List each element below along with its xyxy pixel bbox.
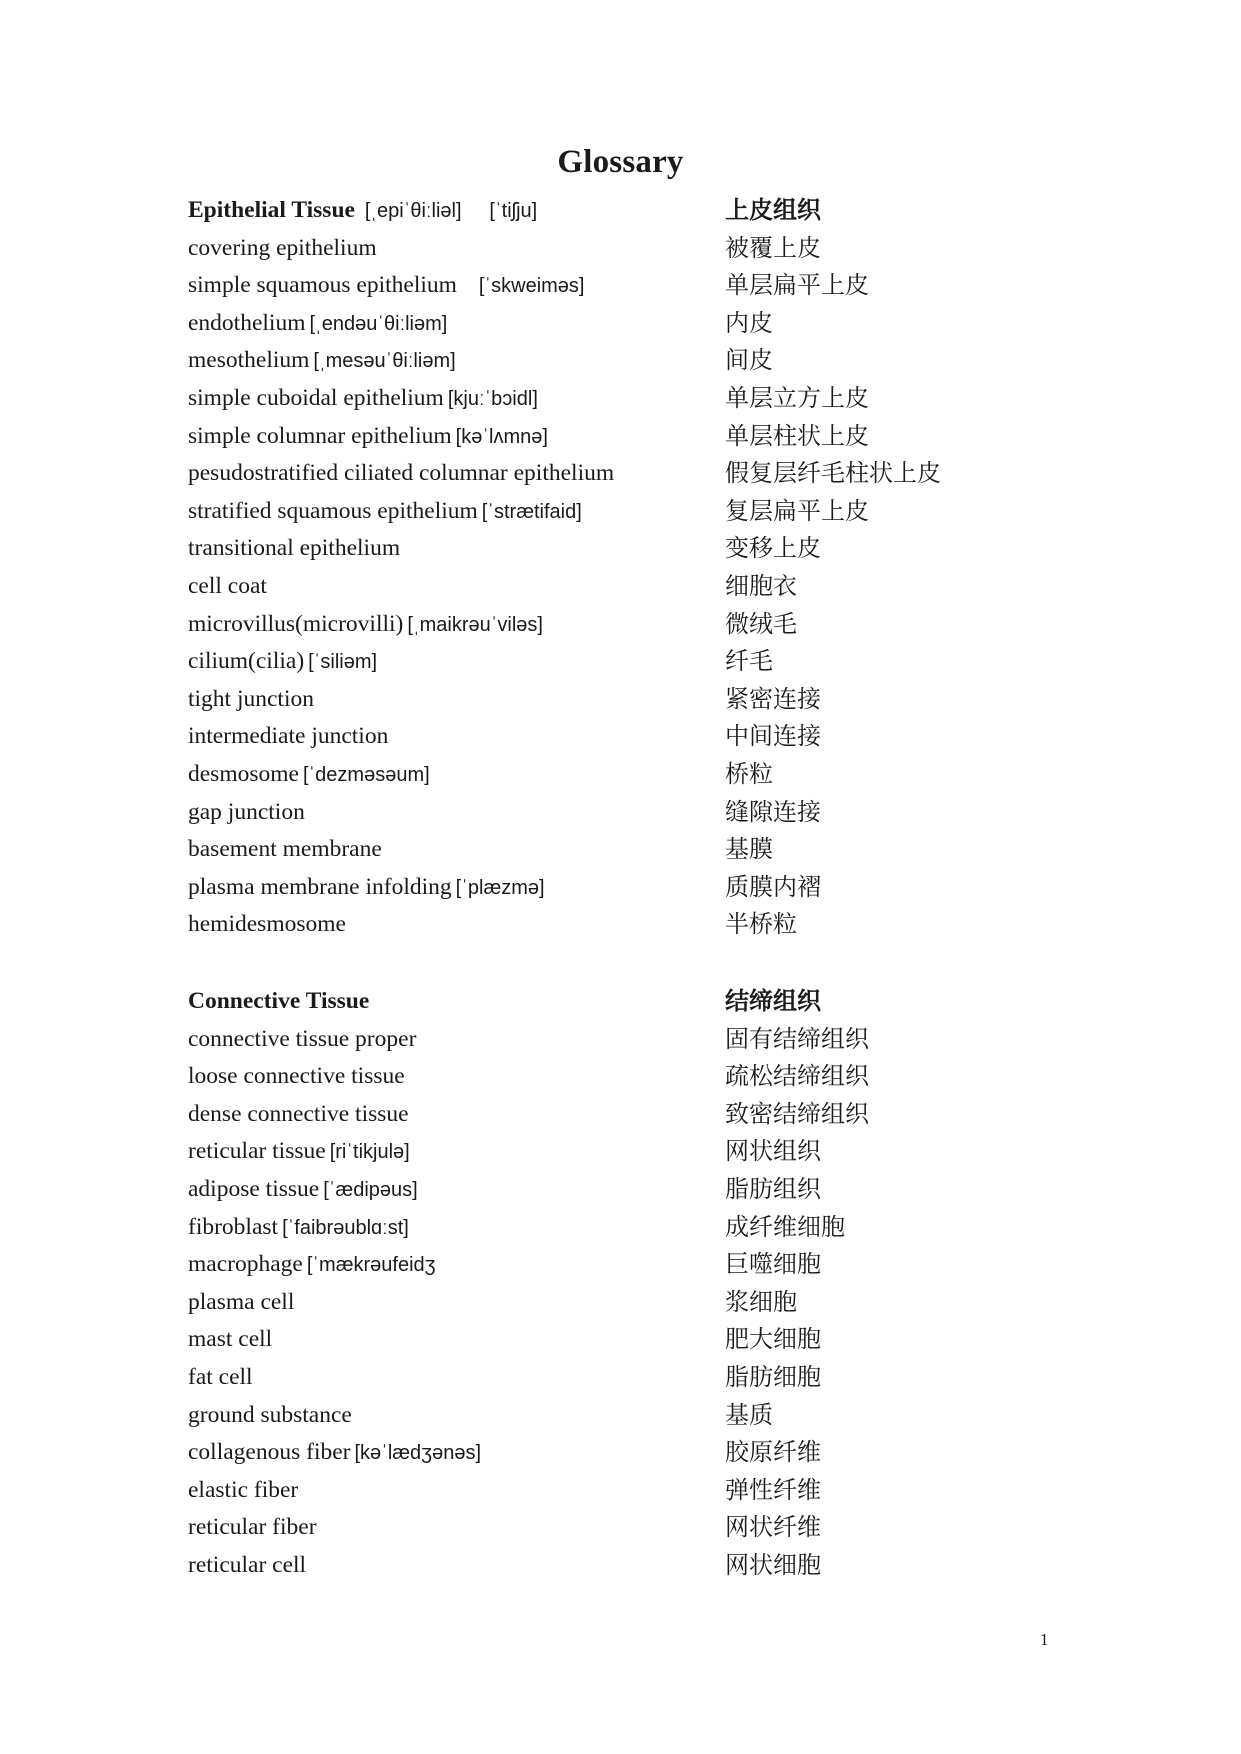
entry-chinese: 疏松结缔组织 bbox=[725, 1062, 869, 1091]
glossary-entry bbox=[188, 1211, 1088, 1249]
entry-english bbox=[188, 1286, 294, 1318]
entry-pronunciation: [kəˈlædʒənəs] bbox=[354, 1442, 481, 1465]
entry-pronunciation: [kəˈlʌmnə] bbox=[455, 425, 548, 448]
entry-term: intermediate junction bbox=[188, 723, 389, 750]
entry-term: mast cell bbox=[188, 1326, 273, 1353]
heading-english bbox=[188, 194, 537, 227]
glossary-entry bbox=[188, 796, 1088, 834]
heading-pronunciation: [ˌepiˈθiːliəl] bbox=[364, 200, 462, 222]
entry-term: desmosome bbox=[188, 760, 299, 787]
glossary-entry bbox=[188, 495, 1088, 533]
entry-chinese: 脂肪细胞 bbox=[725, 1362, 821, 1391]
entry-term: simple columnar epithelium bbox=[188, 422, 452, 449]
glossary-entry bbox=[188, 1023, 1088, 1061]
entry-term: simple squamous epithelium bbox=[188, 272, 457, 299]
entry-pronunciation: [ˈskweiməs] bbox=[478, 275, 585, 298]
section-epithelial-tissue bbox=[188, 194, 1088, 946]
entry-chinese: 假复层纤毛柱状上皮 bbox=[725, 459, 941, 488]
page-title: Glossary bbox=[557, 144, 684, 180]
entry-term: simple cuboidal epithelium bbox=[188, 384, 444, 411]
entry-english bbox=[188, 1098, 409, 1130]
glossary-entry bbox=[188, 1399, 1088, 1437]
entry-chinese: 基膜 bbox=[725, 835, 773, 864]
entry-chinese: 紧密连接 bbox=[725, 684, 821, 713]
entry-english bbox=[188, 457, 614, 489]
glossary-entry bbox=[188, 420, 1088, 458]
glossary-entry bbox=[188, 683, 1088, 721]
entry-term: microvillus(microvilli) bbox=[188, 610, 404, 637]
entry-english bbox=[188, 420, 548, 453]
entry-pronunciation: [kjuːˈbɔidl] bbox=[447, 387, 538, 410]
entry-term: cell coat bbox=[188, 572, 267, 599]
entry-term: macrophage bbox=[188, 1251, 303, 1278]
entry-term: adipose tissue bbox=[188, 1175, 320, 1202]
glossary-entry bbox=[188, 1135, 1088, 1173]
entry-english bbox=[188, 1361, 253, 1393]
entry-english bbox=[188, 683, 314, 715]
entry-chinese: 网状细胞 bbox=[725, 1550, 821, 1579]
heading-english bbox=[188, 985, 369, 1017]
entry-chinese: 桥粒 bbox=[725, 759, 773, 788]
glossary-entry bbox=[188, 1474, 1088, 1512]
glossary-entry bbox=[188, 1549, 1088, 1587]
entry-pronunciation: [ˌmaikrəuˈviləs] bbox=[407, 613, 543, 636]
entry-term: fat cell bbox=[188, 1363, 253, 1390]
entry-pronunciation: [ˈstrætifaid] bbox=[481, 500, 582, 523]
glossary-entry bbox=[188, 833, 1088, 871]
glossary-entry bbox=[188, 269, 1088, 307]
entry-english bbox=[188, 1135, 410, 1168]
heading-chinese: 上皮组织 bbox=[725, 195, 821, 224]
entry-term: covering epithelium bbox=[188, 234, 377, 261]
entry-term: mesothelium bbox=[188, 347, 310, 374]
entry-english bbox=[188, 796, 305, 828]
entry-term: elastic fiber bbox=[188, 1476, 299, 1503]
entry-chinese: 成纤维细胞 bbox=[725, 1212, 845, 1241]
entry-english bbox=[188, 1060, 405, 1092]
entry-english bbox=[188, 608, 543, 641]
glossary-entry bbox=[188, 570, 1088, 608]
entry-chinese: 内皮 bbox=[725, 308, 773, 337]
entry-chinese: 变移上皮 bbox=[725, 534, 821, 563]
entry-pronunciation: [ˈædipəus] bbox=[323, 1178, 418, 1201]
glossary-entry bbox=[188, 871, 1088, 909]
glossary-entry bbox=[188, 382, 1088, 420]
entry-english bbox=[188, 232, 377, 264]
glossary-entry bbox=[188, 720, 1088, 758]
glossary-entry bbox=[188, 1248, 1088, 1286]
entry-term: connective tissue proper bbox=[188, 1025, 417, 1052]
entry-chinese: 致密结缔组织 bbox=[725, 1099, 869, 1128]
entry-chinese: 脂肪组织 bbox=[725, 1174, 821, 1203]
entry-chinese: 单层立方上皮 bbox=[725, 383, 869, 412]
entry-list bbox=[188, 232, 1088, 946]
entry-pronunciation: [ˌmesəuˈθiːliəm] bbox=[313, 350, 456, 373]
entry-term: hemidesmosome bbox=[188, 911, 346, 938]
entry-term: plasma membrane infolding bbox=[188, 873, 452, 900]
glossary-entry bbox=[188, 1060, 1088, 1098]
glossary-entry bbox=[188, 1173, 1088, 1211]
entry-term: reticular fiber bbox=[188, 1514, 317, 1541]
entry-term: dense connective tissue bbox=[188, 1100, 409, 1127]
entry-pronunciation: [riˈtikjulə] bbox=[329, 1141, 410, 1164]
entry-english bbox=[188, 871, 545, 904]
entry-english bbox=[188, 1173, 418, 1206]
entry-chinese: 固有结缔组织 bbox=[725, 1024, 869, 1053]
entry-english bbox=[188, 1248, 436, 1281]
section-heading bbox=[188, 194, 1088, 232]
entry-term: loose connective tissue bbox=[188, 1063, 405, 1090]
entry-english bbox=[188, 1023, 416, 1055]
entry-chinese: 微绒毛 bbox=[725, 609, 797, 638]
entry-term: reticular cell bbox=[188, 1551, 307, 1578]
entry-chinese: 肥大细胞 bbox=[725, 1325, 821, 1354]
glossary-entry bbox=[188, 908, 1088, 946]
entry-chinese: 间皮 bbox=[725, 346, 773, 375]
glossary-entry bbox=[188, 344, 1088, 382]
entry-english bbox=[188, 1511, 317, 1543]
section-heading bbox=[188, 985, 1088, 1023]
entry-chinese: 基质 bbox=[725, 1400, 773, 1429]
entry-term: plasma cell bbox=[188, 1288, 295, 1315]
entry-term: collagenous fiber bbox=[188, 1439, 351, 1466]
heading-chinese: 结缔组织 bbox=[725, 986, 821, 1015]
entry-english bbox=[188, 1474, 298, 1506]
entry-english bbox=[188, 758, 430, 791]
entry-pronunciation: [ˈsiliəm] bbox=[308, 651, 378, 674]
entry-term: transitional epithelium bbox=[188, 535, 401, 562]
glossary-entry bbox=[188, 1511, 1088, 1549]
entry-english bbox=[188, 495, 582, 528]
glossary-entry bbox=[188, 532, 1088, 570]
entry-term: stratified squamous epithelium bbox=[188, 497, 478, 524]
entry-term: gap junction bbox=[188, 798, 305, 825]
entry-chinese: 半桥粒 bbox=[725, 910, 797, 939]
entry-english bbox=[188, 269, 585, 302]
entry-english bbox=[188, 307, 447, 340]
entry-english bbox=[188, 833, 382, 865]
entry-english bbox=[188, 1323, 272, 1355]
glossary-entry bbox=[188, 457, 1088, 495]
entry-term: basement membrane bbox=[188, 836, 382, 863]
entry-chinese: 复层扁平上皮 bbox=[725, 496, 869, 525]
entry-english bbox=[188, 720, 388, 752]
entry-list bbox=[188, 1023, 1088, 1587]
entry-pronunciation: [ˌendəuˈθiːliəm] bbox=[309, 312, 448, 335]
entry-chinese: 浆细胞 bbox=[725, 1287, 797, 1316]
entry-chinese: 弹性纤维 bbox=[725, 1475, 821, 1504]
entry-english bbox=[188, 645, 377, 678]
entry-english bbox=[188, 532, 400, 564]
entry-pronunciation: [ˈplæzmə] bbox=[455, 876, 545, 899]
glossary-entry bbox=[188, 1286, 1088, 1324]
page-number: 1 bbox=[1040, 1630, 1049, 1649]
entry-english bbox=[188, 1549, 306, 1581]
entry-term: pesudostratified ciliated columnar epithelium bbox=[188, 460, 615, 487]
section-connective-tissue bbox=[188, 985, 1088, 1587]
entry-term: ground substance bbox=[188, 1401, 352, 1428]
entry-pronunciation: [ˈdezməsəum] bbox=[302, 763, 430, 786]
entry-english bbox=[188, 382, 538, 415]
entry-chinese: 单层扁平上皮 bbox=[725, 271, 869, 300]
entry-chinese: 细胞衣 bbox=[725, 571, 797, 600]
entry-chinese: 巨噬细胞 bbox=[725, 1250, 821, 1279]
heading-term: Connective Tissue bbox=[188, 988, 370, 1014]
entry-english bbox=[188, 570, 267, 602]
glossary-entry bbox=[188, 758, 1088, 796]
entry-english bbox=[188, 1211, 409, 1244]
glossary-entry bbox=[188, 645, 1088, 683]
glossary-entry bbox=[188, 1436, 1088, 1474]
entry-term: fibroblast bbox=[188, 1213, 279, 1240]
glossary-entry bbox=[188, 1323, 1088, 1361]
entry-english bbox=[188, 908, 346, 940]
entry-chinese: 单层柱状上皮 bbox=[725, 421, 869, 450]
glossary-entry bbox=[188, 307, 1088, 345]
entry-english bbox=[188, 1399, 352, 1431]
entry-chinese: 网状纤维 bbox=[725, 1513, 821, 1542]
entry-chinese: 中间连接 bbox=[725, 722, 821, 751]
entry-english bbox=[188, 1436, 481, 1469]
glossary-entry bbox=[188, 1361, 1088, 1399]
heading-pronunciation-2: [ˈtiʃju] bbox=[489, 200, 538, 222]
glossary-entry bbox=[188, 232, 1088, 270]
entry-chinese: 被覆上皮 bbox=[725, 233, 821, 262]
entry-term: endothelium bbox=[188, 309, 306, 336]
glossary-entry bbox=[188, 608, 1088, 646]
entry-term: cilium(cilia) bbox=[188, 648, 305, 675]
glossary-entry bbox=[188, 1098, 1088, 1136]
entry-chinese: 胶原纤维 bbox=[725, 1438, 821, 1467]
entry-pronunciation: [ˈmækrəufeidʒ bbox=[306, 1254, 436, 1277]
entry-term: tight junction bbox=[188, 685, 314, 712]
entry-term: reticular tissue bbox=[188, 1138, 326, 1165]
heading-term: Epithelial Tissue bbox=[188, 197, 355, 223]
entry-pronunciation: [ˈfaibrəublɑːst] bbox=[282, 1216, 409, 1239]
entry-chinese: 缝隙连接 bbox=[725, 797, 821, 826]
entry-chinese: 质膜内褶 bbox=[725, 872, 821, 901]
entry-chinese: 纤毛 bbox=[725, 647, 773, 676]
entry-chinese: 网状组织 bbox=[725, 1137, 821, 1166]
entry-english bbox=[188, 344, 456, 377]
